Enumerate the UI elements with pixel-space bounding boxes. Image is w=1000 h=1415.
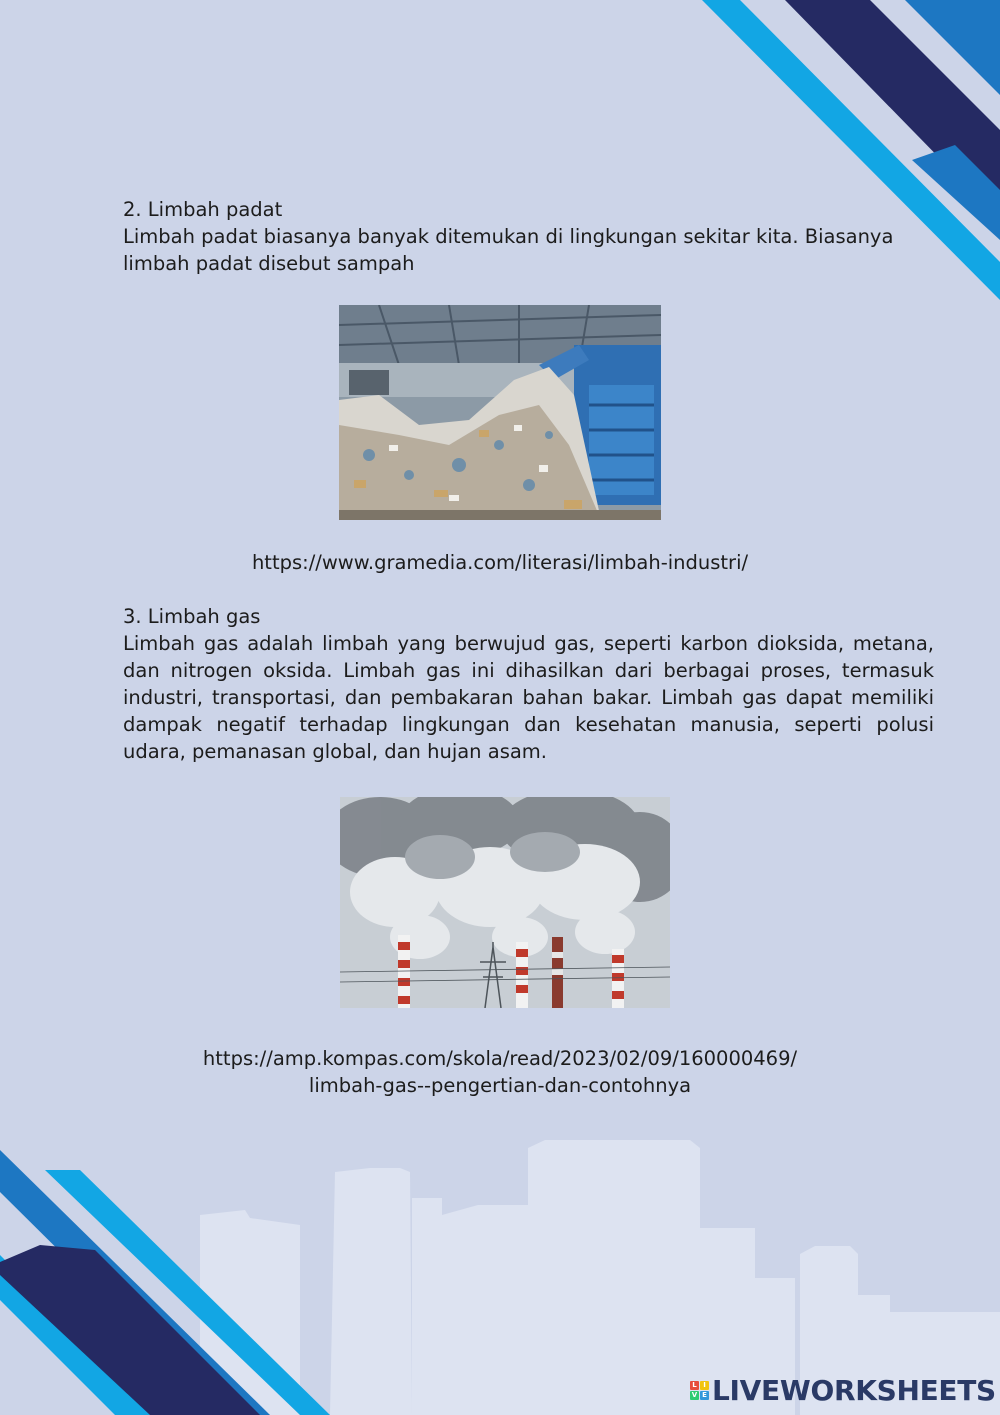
section-limbah-padat [123,196,934,277]
logo-letter: I [700,1381,709,1390]
section-paragraph: Limbah gas adalah limbah yang berwujud gas, seperti karbon dioksida, metana, dan nitrogen oksida. Limbah gas ini dihasilkan dari berbagai proses, termasuk industri, transportasi, dan pembakaran bahan bakar. Limbah gas dapat memiliki dampak negatif terhadap lingkungan dan kesehatan manusia, seperti polusi udara, pemanasan global, dan hujan asam. [123,632,934,763]
liveworksheets-brand [690,1373,996,1407]
gas-image-source [0,1045,1000,1099]
gas-waste-photo [340,797,670,1008]
logo-letter: L [690,1381,699,1390]
section-heading: 3. Limbah gas [123,605,261,628]
section-heading: 2. Limbah padat [123,198,283,221]
solid-image-source: https://www.gramedia.com/literasi/limbah-industri/ [251,551,749,574]
section-paragraph: Limbah padat biasanya banyak ditemukan di lingkungan sekitar kita. Biasanya limbah padat disebut sampah [123,225,894,275]
logo-letter: V [691,1391,698,1399]
liveworksheets-logo [690,1381,709,1400]
gas-source-line-1: https://amp.kompas.com/skola/read/2023/02/09/160000469/ [202,1047,798,1070]
solid-waste-photo [339,305,661,520]
gas-source-line-2: limbah-gas--pengertian-dan-contohnya [308,1074,692,1097]
section-limbah-gas [123,603,934,765]
liveworksheets-wordmark: LIVEWORKSHEETS [712,1373,996,1407]
logo-letter: E [700,1391,709,1400]
